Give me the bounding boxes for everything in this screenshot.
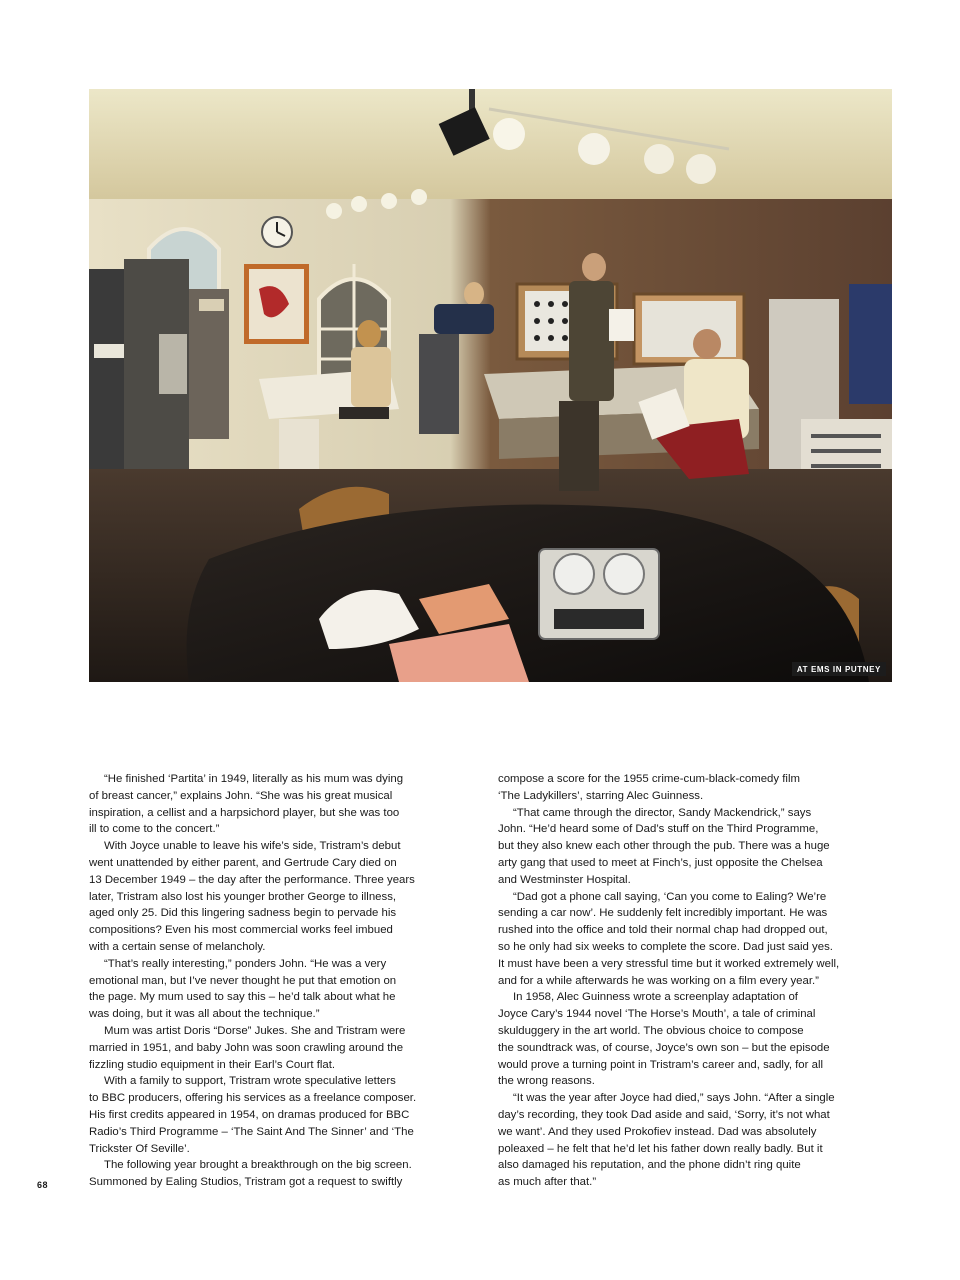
- paragraph: Mum was artist Doris “Dorse” Jukes. She and Tristram were married in 1951, and baby John was soon crawling around the fizzling studio equipment in their Earl’s Court flat.: [89, 1024, 406, 1071]
- studio-photo: [89, 89, 892, 682]
- photo-caption: AT EMS IN PUTNEY: [792, 662, 886, 676]
- left-text-column: [89, 771, 465, 1191]
- paragraph: “That came through the director, Sandy Mackendrick,” says John. “He’d heard some of Dad’s stuff on the Third Programme, but they also knew each other through the pub. There was a huge arty gang that used to meet at Finch’s, just opposite the Chelsea and Westminster Hospital.: [498, 806, 830, 886]
- paragraph: “That’s really interesting,” ponders John. “He was a very emotional man, but I’ve never thought he put that emotion on the page. My mum used to say this – he’d talk about what he was doing, but it was all about the technique.”: [89, 957, 397, 1021]
- paragraph: With Joyce unable to leave his wife’s side, Tristram’s debut went unattended by either parent, and Gertrude Cary died on 13 December 1949 – the day after the performance. Three years later, Tristram also lost his younger brother George to illness, aged only 25. Did this lingering sadness begin to pervade his compositions? Even his most commercial works feel imbued with a certain sense of melancholy.: [89, 840, 415, 953]
- paragraph: compose a score for the 1955 crime-cum-black-comedy film ‘The Ladykillers’, starring Alec Guinness.: [498, 773, 800, 802]
- paragraph: The following year brought a breakthrough on the big screen. Summoned by Ealing Studios, Tristram got a request to swiftly: [89, 1159, 412, 1189]
- paragraph: In 1958, Alec Guinness wrote a screenplay adaptation of Joyce Cary’s 1944 novel ‘The Horse’s Mouth’, a tale of criminal skulduggery in the art world. The obvious choice to compose the soundtrack was, of course, Joyce’s own son – but the episode would prove a turning point in Tristram’s career and, sadly, for all the wrong reasons.: [498, 991, 830, 1088]
- paragraph: “He finished ‘Partita’ in 1949, literally as his mum was dying of breast cancer,” explains John. “She was his great musical inspiration, a cellist and a harpsichord player, but she was too ill to come to the concert.”: [89, 773, 404, 836]
- page-number: 68: [37, 1180, 49, 1190]
- paragraph: With a family to support, Tristram wrote speculative letters to BBC producers, offering his services as a freelance composer. His first credits appeared in 1954, on dramas produced for BBC Radio’s Third Programme – ‘The Saint And The Sinner’ and ‘The Trickster Of Seville’.: [89, 1075, 417, 1155]
- studio-photo-illustration: [89, 89, 892, 682]
- paragraph: “Dad got a phone call saying, ‘Can you come to Ealing? We’re sending a car now’. He suddenly felt incredibly important. He was rushed into the office and told their normal chap had dropped out, so he only had six weeks to complete the score. Dad just said yes. It must have been a very stressful time but it worked extremely well, and for a while afterwards he was working on a film every year.”: [498, 890, 840, 987]
- right-text-column: [498, 771, 898, 1191]
- paragraph: “It was the year after Joyce had died,” says John. “After a single day’s recording, they took Dad aside and said, ‘Sorry, it’s not what we want’. And they used Prokofiev instead. Dad was absolutely poleaxed – he felt that he’d let his father down really badly. But it also damaged his reputation, and the phone didn’t ring quite as much after that.”: [498, 1092, 835, 1189]
